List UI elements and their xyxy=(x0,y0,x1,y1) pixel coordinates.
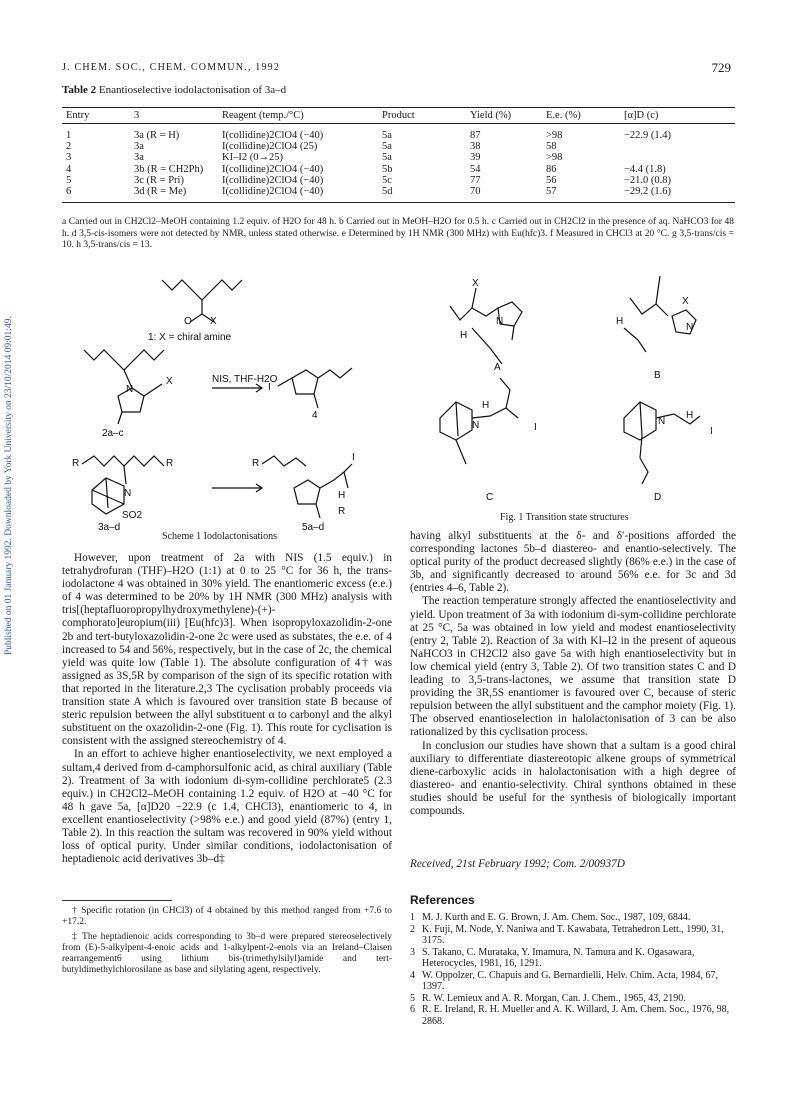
reference-item xyxy=(410,993,736,1005)
paragraph: having alkyl substituents at the δ- and δ′-positions afforded the corresponding lactones 5b–d diastereo- and enantio-selectively. The optical purity of the product decreased slightly (86% e.e.) in the case of 3b, and significantly decreased to around 56% e.e. for 3c and 3d (entries 4–6, Table 2). xyxy=(410,530,736,595)
table-cell: 38 xyxy=(470,141,481,153)
atom-N: N xyxy=(658,416,666,427)
atom-N: N xyxy=(496,316,504,327)
column-header: E.e. (%) xyxy=(542,108,620,124)
compound-2-label: 2a–c xyxy=(102,428,124,439)
table-cell: >98 xyxy=(546,130,563,141)
camphor-sultam-ring xyxy=(92,478,124,514)
table-header-row xyxy=(62,108,735,124)
atom-X: X xyxy=(166,376,173,387)
table-cell: −22.9 (1.4) xyxy=(624,130,672,141)
atom-X: X xyxy=(682,296,689,307)
table-row xyxy=(62,124,735,142)
reference-number: 3 xyxy=(410,946,415,958)
table-cell: 5b xyxy=(382,163,393,175)
ts-label-C: C xyxy=(486,492,494,503)
figure-1-drawing xyxy=(410,268,736,510)
table-cell: I(collidine)2ClO4 (25) xyxy=(222,141,318,153)
reference-item xyxy=(410,947,736,970)
table-row xyxy=(62,164,735,175)
table-cell: −21.0 (0.8) xyxy=(624,174,672,186)
ts-label-A: A xyxy=(494,362,501,373)
reference-number: 4 xyxy=(410,969,415,981)
table-label: Table 2 xyxy=(62,84,97,96)
atom-R: R xyxy=(72,458,80,469)
reference-text: M. J. Kurth and E. G. Brown, J. Am. Chem. Soc., 1987, 109, 6844. xyxy=(422,912,691,923)
table-cell: 86 xyxy=(546,163,557,175)
reference-number: 2 xyxy=(410,923,415,935)
paragraph: The reaction temperature strongly affected the enantioselectivity and yield. Upon treatment of 3a with iodonium di-sym-collidine perchlorate at 25 °C, 5a was obtained in low yield and modest enantioselectivity (entry 2, Table 2). Reaction of 3a with KI–I2 in the present of aqueous NaHCO3 in CH2Cl2 also gave 5a with high enantioselectivity but in low chemical yield (entry 3, Table 2). Of two transition states C and D leading to 3,5-trans-lactones, we assume that transition state D providing the 3R,5S enantiomer is favoured over C, because of steric repulsion between the allyl substituent and the camphor moiety (Fig. 1). The observed enantioselection in halolactonisation of 3 can be also rationalized by this cyclisation process. xyxy=(410,595,736,739)
table-cell: −4.4 (1.8) xyxy=(624,163,666,175)
download-watermark: Published on 01 January 1992. Downloaded by York University on 23/10/2014 09:01:49. xyxy=(4,316,14,655)
diene-chain-3 xyxy=(82,456,164,466)
table-cell: 2 xyxy=(66,141,72,153)
paragraph: In an effort to achieve higher enantioselectivity, we next employed a sultam,4 derived from d-camphorsulfonic acid, as chiral auxiliary (Table 2). Treatment of 3a with iodonium di-sym-collidine perchlorate5 (2.3 equiv.) in CH2Cl2–MeOH containing 1.2 equiv. of H2O at −40 °C for 48 h gave 5a, [α]D20 −22.9 (c 1.4, CHCl3), enantiomeric to 4, in excellent enantioselectivity (>98% e.e.) and good yield (87%) (entry 1, Table 2). In this reaction the sultam was recovered in 90% yield without loss of optical purity. Under similar conditions, iodolactonisation of heptadienoic acid derivatives 3b–d‡ xyxy=(62,748,392,866)
table-cell: I(collidine)2ClO4 (−40) xyxy=(222,130,324,141)
atom-N: N xyxy=(472,420,480,431)
atom-N: N xyxy=(124,488,132,499)
diene-chain-2 xyxy=(84,350,164,370)
atom-H: H xyxy=(482,400,490,411)
atom-X: X xyxy=(472,278,479,289)
reference-item xyxy=(410,924,736,947)
table-cell: 57 xyxy=(542,186,620,203)
diene-chain xyxy=(162,280,242,300)
atom-H: H xyxy=(616,316,624,327)
reference-number: 1 xyxy=(410,912,415,923)
compound-1-label: 1: X = chiral amine xyxy=(148,332,232,343)
table-cell: 3a (R = H) xyxy=(134,130,180,141)
column-header: Reagent (temp./°C) xyxy=(218,108,378,124)
references-list xyxy=(410,912,736,1027)
column-header: [α]D (c) xyxy=(620,108,735,124)
reference-item xyxy=(410,1004,736,1027)
atom-H: H xyxy=(338,490,346,501)
compound-4-label: 4 xyxy=(312,410,318,421)
table-cell: 3d (R = Me) xyxy=(130,186,218,203)
table-cell: 77 xyxy=(470,174,481,186)
table-cell: 54 xyxy=(470,163,481,175)
reference-item xyxy=(410,970,736,993)
table-cell: 70 xyxy=(466,186,542,203)
table-cell: >98 xyxy=(546,152,563,164)
right-column-text xyxy=(410,530,736,818)
reference-item xyxy=(410,912,736,924)
table-cell: 5a xyxy=(382,141,392,153)
atom-N: N xyxy=(126,384,134,395)
results-table xyxy=(62,107,735,203)
atom-N: N xyxy=(686,322,694,333)
atom-I: I xyxy=(710,426,713,437)
table-cell: 5 xyxy=(66,174,72,186)
table-cell: 3a xyxy=(134,141,144,153)
table-cell xyxy=(620,141,735,152)
table-caption xyxy=(62,84,286,96)
atom-I: I xyxy=(352,452,355,463)
scheme-1-drawing xyxy=(62,268,397,540)
ts-label-B: B xyxy=(654,370,661,381)
table-cell: 5c xyxy=(382,174,392,186)
compound-5-label: 5a–d xyxy=(302,522,325,533)
table-row xyxy=(62,141,735,152)
table-cell: I(collidine)2ClO4 (−40) xyxy=(218,186,378,203)
footnote: ‡ The heptadienoic acids corresponding to 3b–d were prepared stereoselectively from (E)-5-alkylpent-4-enoic acids and 1-alkylpent-2-enols via an Ireland–Claisen rearrangement6 using lithium bis-(trimethylsilyl)amide and tert-butyldimethylchlorosilane as base and silylating agent, respectively. xyxy=(62,932,392,975)
atom-H: H xyxy=(460,330,468,341)
table-cell: 4 xyxy=(66,163,72,175)
table-cell: 3c (R = Pri) xyxy=(134,174,184,186)
reagent-label: NIS, THF-H2O xyxy=(212,374,278,385)
reference-text: R. E. Ireland, R. H. Mueller and A. K. Willard, J. Am. Chem. Soc., 1976, 98, 2868. xyxy=(422,1004,730,1027)
atom-I: I xyxy=(534,422,537,433)
table-caption-text: Enantioselective iodolactonisation of 3a–d xyxy=(98,84,287,96)
atom-X: X xyxy=(210,316,217,327)
atom-O: O xyxy=(184,316,192,327)
received-line: Received, 21st February 1992; Com. 2/00937D xyxy=(410,858,625,870)
table-cell: I(collidine)2ClO4 (−40) xyxy=(222,174,324,186)
scheme-caption: Scheme 1 Iodolactonisations xyxy=(162,531,277,542)
table-cell: 5a xyxy=(382,130,392,141)
table-cell: 6 xyxy=(62,186,130,203)
table-cell xyxy=(620,152,735,163)
paragraph: However, upon treatment of 2a with NIS (1.5 equiv.) in tetrahydrofuran (THF)–H2O (1:1) at 0 to 25 °C for 36 h, the trans-iodolactone 4 was obtained in 30% yield. The enantiomeric excess (e.e.) of 4 was determined to be 20% by 1H NMR (300 MHz) analysis with tris[(heptafluoropropylhydroxymethylene)-(+)-comphorato]europium(iii) [Eu(hfc)3]. When isopropyloxazolidin-2-one 2b and tert-butyloxazolidin-2-one 2c were used as substates, the e.e. of 4 increased to 54 and 56%, respectively, but in the case of 2c, the chemical yield was quite low (Table 1). The absolute configuration of 4† was assigned as 3S,5R by comparison of the sign of its specific rotation with that reported in the literature.2,3 The cyclisation probably proceeds via transition state A which is favoured over transition state B because of steric repulsion between the allyl substituent α to carbonyl and the alkyl substituent on the oxazolidin-2-one (Fig. 1). This route for cyclisation is consistent with the assigned stereochemistry of 4. xyxy=(62,552,392,748)
figure-caption: Fig. 1 Transition state structures xyxy=(500,512,629,523)
column-header: Entry xyxy=(62,108,130,124)
journal-header: J. CHEM. SOC., CHEM. COMMUN., 1992 xyxy=(62,62,281,73)
table-cell: 56 xyxy=(546,174,557,186)
table-cell: 5a xyxy=(382,152,392,164)
left-footnotes xyxy=(62,906,392,980)
ts-label-D: D xyxy=(654,492,662,503)
reference-text: K. Fuji, M. Node, Y. Naniwa and T. Kawabata, Tetrahedron Lett., 1990, 31, 3175. xyxy=(422,923,724,946)
reference-text: W. Oppolzer, C. Chapuis and G. Bernardielli, Helv. Chim. Acta, 1984, 67, 1397. xyxy=(422,969,719,992)
atom-R: R xyxy=(166,458,174,469)
left-column-text xyxy=(62,552,392,866)
atom-I: I xyxy=(268,382,271,393)
lactone-ring-5 xyxy=(294,480,320,504)
table-cell: 3 xyxy=(66,152,72,164)
reference-number: 6 xyxy=(410,1004,415,1015)
references-heading: References xyxy=(410,893,475,907)
table-cell: −29.2 (1.6) xyxy=(620,186,735,203)
table-row xyxy=(62,175,735,186)
column-header: Product xyxy=(378,108,466,124)
table-cell: 5d xyxy=(378,186,466,203)
table-cell: 58 xyxy=(546,141,557,153)
table-cell: 1 xyxy=(66,130,72,141)
paragraph: In conclusion our studies have shown that a sultam is a good chiral auxiliary to differentiate diastereotopic alkene groups of symmetrical diene-carboxylic acids in halolactonisation with a high degree of diastereo- and enantio-selectivity. Chiral synthons obtained in these studies should be useful for the synthesis of biologically important compounds. xyxy=(410,739,736,817)
column-header: 3 xyxy=(130,108,218,124)
table-cell: 3a xyxy=(134,152,144,164)
reference-number: 5 xyxy=(410,992,415,1004)
footnote-rule xyxy=(62,900,172,901)
column-header: Yield (%) xyxy=(466,108,542,124)
sulfonyl-label: SO2 xyxy=(122,510,143,521)
reference-text: R. W. Lemieux and A. R. Morgan, Can. J. Chem., 1965, 43, 2190. xyxy=(422,992,686,1004)
compound-3-label: 3a–d xyxy=(98,522,121,533)
table-row xyxy=(62,186,735,203)
table-cell: 39 xyxy=(470,152,481,164)
table-cell: 3b (R = CH2Ph) xyxy=(134,163,204,175)
table-cell: 87 xyxy=(470,130,481,141)
atom-R: R xyxy=(338,506,346,517)
table-cell: I(collidine)2ClO4 (−40) xyxy=(222,163,324,175)
reference-text: S. Takano, C. Murataka, Y. Imamura, N. Tamura and K. Ogasawara, Heterocycles, 1981, 16, 1291. xyxy=(422,946,695,969)
table-row xyxy=(62,152,735,163)
table-cell: KI–I2 (0→25) xyxy=(222,152,283,164)
atom-R: R xyxy=(252,458,260,469)
table-footnotes: a Carried out in CH2Cl2–MeOH containing 1.2 equiv. of H2O for 48 h. b Carried out in MeOH–H2O for 0.5 h. c Carried out in CH2Cl2 in the presence of aq. NaHCO3 for 48 h. d 3,5-cis-isomers were not detected by NMR, unless stated otherwise. e Determined by 1H NMR (300 MHz) with Eu(hfc)3. f Measured in CHCl3 at 20 °C. g 3,5-trans/cis = 10. h 3,5-trans/cis = 13. xyxy=(62,217,734,250)
page-number: 729 xyxy=(711,60,731,75)
atom-H: H xyxy=(686,410,694,421)
footnote: † Specific rotation (in CHCl3) of 4 obtained by this method ranged from +7.6 to +17.2. xyxy=(62,906,392,927)
lactone-ring xyxy=(292,370,318,394)
